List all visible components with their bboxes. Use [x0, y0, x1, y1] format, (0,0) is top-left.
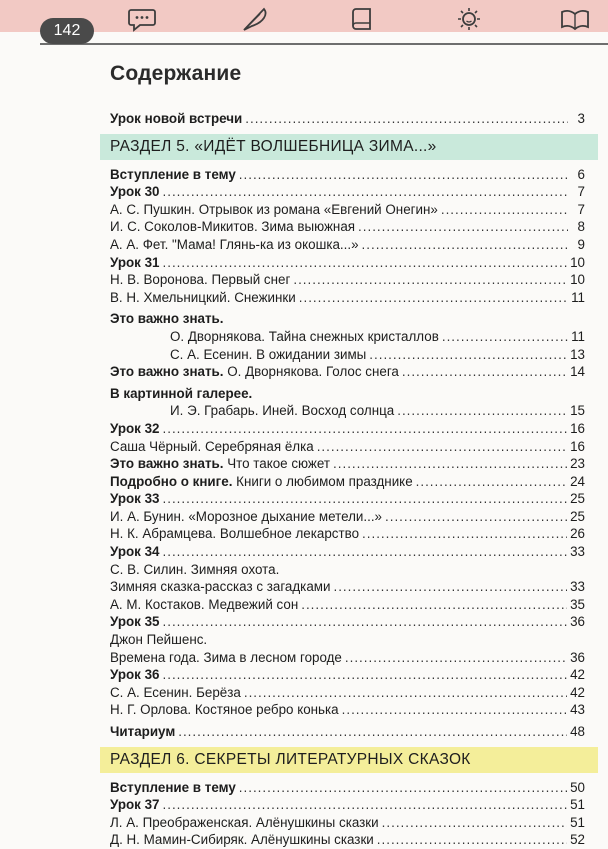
entry-heading: Это важно знать.: [110, 364, 224, 380]
entry-title: А. М. Костаков. Медвежий сон: [110, 596, 299, 612]
toc-entry-continued: [110, 631, 585, 649]
entry-page: 33: [570, 579, 585, 595]
entry-page: 50: [570, 779, 585, 795]
entry-page: 13: [570, 346, 585, 362]
open-book-icon: [560, 6, 590, 32]
entry-title: Что такое сюжет: [223, 456, 331, 472]
entry-page: 36: [570, 614, 585, 630]
toc-subheading: [110, 385, 585, 403]
leader-dots: [333, 455, 567, 473]
leader-dots: [163, 183, 569, 201]
leader-dots: [163, 796, 568, 814]
table-of-contents: [110, 110, 585, 849]
entry-title: Урок 36: [110, 667, 160, 683]
toc-entry[interactable]: [110, 814, 585, 832]
toc-entry-lesson[interactable]: [110, 490, 585, 508]
entry-page: 33: [570, 544, 585, 560]
entry-title: С. В. Силин. Зимняя охота.: [110, 561, 280, 577]
entry-title: С. А. Есенин. Берёза: [110, 684, 241, 700]
toc-entry[interactable]: [110, 723, 585, 741]
toc-entry-lesson[interactable]: [110, 183, 585, 201]
leader-dots: [239, 166, 568, 184]
entry-title: Урок новой встречи: [110, 111, 243, 126]
leader-dots: [397, 402, 567, 420]
entry-page: 10: [570, 254, 585, 270]
entry-page: 42: [570, 667, 585, 683]
entry-title: Урок 32: [110, 420, 160, 436]
entry-title: Урок 34: [110, 544, 160, 560]
toc-entry[interactable]: [110, 402, 585, 420]
toc-entry-lesson[interactable]: [110, 666, 585, 684]
toc-entry[interactable]: [110, 271, 585, 289]
entry-heading: Подробно о книге.: [110, 473, 233, 489]
leader-dots: [345, 649, 567, 667]
entry-title: Урок 35: [110, 614, 160, 630]
leader-dots: [299, 289, 568, 307]
page-number: 142: [40, 18, 94, 44]
entry-page: 7: [577, 201, 585, 217]
entry-title: Джон Пейшенс.: [110, 632, 208, 648]
entry-title: Урок 33: [110, 491, 160, 507]
sun-icon: [454, 6, 484, 32]
entry-page: 51: [570, 814, 585, 830]
leader-dots: [385, 508, 567, 526]
toc-entry-lesson[interactable]: [110, 613, 585, 631]
leader-dots: [163, 490, 568, 508]
entry-title: Это важно знать.: [110, 311, 224, 327]
toc-entry[interactable]: [110, 508, 585, 526]
toc-entry[interactable]: [110, 701, 585, 719]
leader-dots: [382, 814, 567, 832]
entry-title: Саша Чёрный. Серебряная ёлка: [110, 438, 314, 454]
toc-entry-lesson[interactable]: [110, 796, 585, 814]
leader-dots: [333, 578, 567, 596]
entry-title: Вступление в тему: [110, 166, 236, 182]
toc-entry[interactable]: [110, 596, 585, 614]
leader-dots: [163, 420, 568, 438]
entry-page: 51: [570, 797, 585, 813]
toc-entry-lesson[interactable]: [110, 254, 585, 272]
entry-title: Д. Н. Мамин-Сибиряк. Алёнушкины сказки: [110, 832, 374, 848]
entry-title: Читариум: [110, 724, 176, 739]
entry-page: 25: [570, 491, 585, 507]
toc-entry[interactable]: [110, 166, 585, 184]
entry-page: 16: [570, 420, 585, 436]
header-rule: [40, 43, 608, 45]
leader-dots: [362, 236, 568, 254]
leader-dots: [245, 110, 568, 128]
leader-dots: [163, 666, 568, 684]
entry-title: О. Дворнякова. Тайна снежных кристаллов: [170, 328, 439, 344]
leader-dots: [441, 201, 568, 219]
entry-title: Урок 30: [110, 184, 160, 200]
entry-title: Зимняя сказка-рассказ с загадками: [110, 579, 331, 595]
entry-title: Л. А. Преображенская. Алёнушкины сказки: [110, 814, 379, 830]
entry-title: Времена года. Зима в лесном городе: [110, 649, 342, 665]
leader-dots: [442, 328, 568, 346]
entry-page: 14: [570, 364, 585, 380]
toc-entry-intro[interactable]: [110, 110, 585, 128]
toc-subheading: [110, 310, 585, 328]
entry-page: 9: [577, 236, 585, 252]
entry-page: 26: [570, 526, 585, 542]
entry-page: 3: [577, 111, 585, 126]
entry-page: 11: [571, 328, 585, 344]
toc-entry[interactable]: [110, 236, 585, 254]
entry-page: 25: [570, 508, 585, 524]
leader-dots: [163, 254, 568, 272]
toc-entry[interactable]: [110, 289, 585, 307]
leader-dots: [178, 723, 567, 741]
feather-icon: [240, 6, 270, 32]
entry-title: Н. Г. Орлова. Костяное ребро конька: [110, 702, 339, 718]
entry-title: И. Э. Грабарь. Иней. Восход солнца: [170, 403, 395, 419]
leader-dots: [301, 596, 567, 614]
toc-entry[interactable]: [110, 649, 585, 667]
leader-dots: [163, 543, 568, 561]
leader-dots: [163, 613, 568, 631]
entry-page: 6: [577, 166, 585, 182]
section-5-heading[interactable]: РАЗДЕЛ 5. «ИДЁТ ВОЛШЕБНИЦА ЗИМА...»: [100, 134, 598, 160]
entry-title: А. А. Фет. "Мама! Глянь-ка из окошка...»: [110, 236, 359, 252]
entry-page: 24: [570, 473, 585, 489]
entry-page: 10: [570, 272, 585, 288]
entry-page: 35: [570, 596, 585, 612]
toc-entry[interactable]: [110, 328, 585, 346]
entry-page: 42: [570, 684, 585, 700]
leader-dots: [377, 831, 567, 849]
entry-title: А. С. Пушкин. Отрывок из романа «Евгений Онегин»: [110, 201, 438, 217]
leader-dots: [369, 346, 567, 364]
entry-page: 8: [577, 219, 585, 235]
toc-entry[interactable]: [110, 201, 585, 219]
toc-entry-lesson[interactable]: [110, 420, 585, 438]
leader-dots: [244, 684, 567, 702]
leader-dots: [239, 779, 567, 797]
entry-title: В. Н. Хмельницкий. Снежинки: [110, 289, 296, 305]
entry-title: В картинной галерее.: [110, 385, 253, 401]
entry-title: Н. В. Воронова. Первый снег: [110, 272, 291, 288]
entry-page: 43: [570, 702, 585, 718]
book-icon: [348, 6, 378, 32]
toc-entry[interactable]: [110, 525, 585, 543]
leader-dots: [362, 525, 567, 543]
toc-entry[interactable]: [110, 438, 585, 456]
entry-title: И. А. Бунин. «Морозное дыхание метели...»: [110, 508, 382, 524]
leader-dots: [358, 218, 568, 236]
toc-entry[interactable]: [110, 346, 585, 364]
entry-title: Книги о любимом празднике: [232, 473, 413, 489]
leader-dots: [416, 473, 567, 491]
leader-dots: [317, 438, 567, 456]
page-title: Содержание: [110, 62, 242, 85]
entry-title: Н. К. Абрамцева. Волшебное лекарство: [110, 526, 360, 542]
entry-title: Урок 37: [110, 797, 160, 813]
toc-entry-lesson[interactable]: [110, 543, 585, 561]
entry-title: С. А. Есенин. В ожидании зимы: [170, 346, 367, 362]
entry-page: 11: [571, 289, 585, 305]
toc-entry[interactable]: [110, 455, 585, 473]
entry-page: 16: [570, 438, 585, 454]
toc-entry-continued: [110, 561, 585, 579]
leader-dots: [342, 701, 567, 719]
entry-title: Урок 31: [110, 254, 160, 270]
entry-page: 52: [570, 832, 585, 848]
toc-entry[interactable]: [110, 779, 585, 797]
entry-title: О. Дворнякова. Голос снега: [223, 364, 399, 380]
entry-page: 15: [570, 403, 585, 419]
toc-entry[interactable]: [110, 831, 585, 849]
toc-entry[interactable]: [110, 578, 585, 596]
toc-entry[interactable]: [110, 684, 585, 702]
speech-bubble-icon: [127, 6, 157, 32]
section-6-heading[interactable]: РАЗДЕЛ 6. СЕКРЕТЫ ЛИТЕРАТУРНЫХ СКАЗОК: [100, 747, 598, 773]
entry-heading: Это важно знать.: [110, 456, 224, 472]
entry-page: 23: [570, 456, 585, 472]
entry-title: И. С. Соколов-Микитов. Зима выюжная: [110, 219, 356, 235]
entry-title: Вступление в тему: [110, 779, 236, 795]
leader-dots: [293, 271, 567, 289]
toc-entry[interactable]: [110, 473, 585, 491]
entry-page: 7: [577, 184, 585, 200]
entry-page: 36: [570, 649, 585, 665]
entry-page: 48: [570, 724, 585, 739]
leader-dots: [402, 363, 567, 381]
toc-entry[interactable]: [110, 218, 585, 236]
toc-entry[interactable]: [110, 363, 585, 381]
